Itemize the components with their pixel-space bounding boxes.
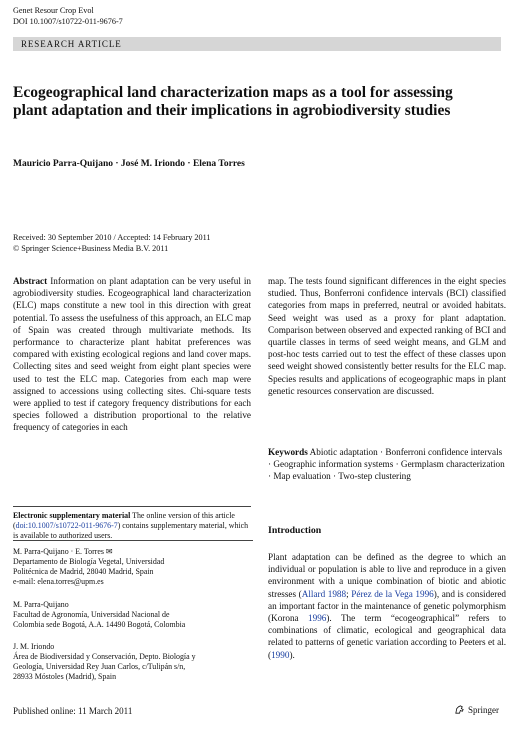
received-accepted: Received: 30 September 2010 / Accepted: 14 February 2011 <box>13 233 211 242</box>
affiliation-3 <box>13 642 253 682</box>
affiliation-line: Departamento de Biología Vegetal, Universidad <box>13 557 165 566</box>
article-title: Ecogeographical land characterization maps as a tool for assessing plant adaptation and their implications in agrobiodiversity studies <box>13 84 453 119</box>
abstract-label: Abstract <box>13 276 48 286</box>
affiliation-1 <box>13 540 253 587</box>
abstract-left-column <box>13 275 251 434</box>
affiliation-email: e-mail: elena.torres@upm.es <box>13 577 104 586</box>
publisher-logo <box>454 704 499 715</box>
springer-horse-icon <box>454 704 465 715</box>
journal-header <box>13 6 123 27</box>
journal-name: Genet Resour Crop Evol <box>13 6 94 15</box>
affiliation-line: Politécnica de Madrid, 28040 Madrid, Spain <box>13 567 154 576</box>
citation-link[interactable]: 1996 <box>308 613 327 624</box>
introduction-paragraph: Plant adaptation can be defined as the degree to which an individual or population is able to live and reproduce in a given environment with a unique combination of biotic and abiotic stresses (Allard 1988; Pérez de la Vega 1996), and is considered an important factor in the maintenance of genetic polymorphism (Korona 1996). The term “ecogeographical” refers to combinations of climatic, ecological and geographical data related to patterns of genetic variation according to Peeters et al. (1990). <box>268 552 507 660</box>
keywords <box>268 446 506 483</box>
publisher-name: Springer <box>468 704 499 715</box>
affiliation-names: J. M. Iriondo <box>13 642 55 651</box>
citation-link[interactable]: Allard 1988 <box>301 588 347 599</box>
article-doi: DOI 10.1007/s10722-011-9676-7 <box>13 16 123 26</box>
introduction-heading: Introduction <box>268 525 322 536</box>
affiliation-2 <box>13 600 253 630</box>
esm-text-a: The online version of this article ( <box>13 511 235 530</box>
author-list: Mauricio Parra-Quijano · José M. Iriondo · Elena Torres <box>13 159 245 169</box>
supplementary-note <box>13 506 251 541</box>
envelope-icon: ✉ <box>105 547 113 556</box>
citation-link[interactable]: 1990 <box>271 649 290 660</box>
esm-doi-link[interactable]: doi:10.1007/s10722-011-9676-7 <box>15 521 118 530</box>
abstract-text-left: Information on plant adaptation can be very useful in agrobiodiversity studies. Ecogeographical land characterization (ELC) maps constitute a new tool in this direction with great potential. To assess the usefulness of this approach, an ELC map of Spain was created through multivariate methods. Its performance to characterize plant habitat preferences was compared with existing ecological regions and land cover maps. Collecting sites and seed weight from eight plant species were used to test the ELC map. Categories from each map were assigned to accessions using collecting sites. Chi-square tests were applied to test if category frequency distributions for each species followed a distribution proportional to the relative frequency of categories in each <box>13 276 252 433</box>
esm-label: Electronic supplementary material <box>13 511 131 520</box>
affiliation-line: Área de Biodiversidad y Conservación, Depto. Biología y <box>13 652 196 661</box>
copyright: © Springer Science+Business Media B.V. 2011 <box>13 243 169 253</box>
citation-link[interactable]: Pérez de la Vega 1996 <box>351 588 434 599</box>
affiliation-line: Geología, Universidad Rey Juan Carlos, c/Tulipán s/n, <box>13 662 186 671</box>
abstract-right-column: map. The tests found significant differences in the eight species studied. Thus, Bonferroni confidence intervals (BCI) classified categories from maps in preferred, neutral or avoided habitats. Seed weight was used as a proxy for plant adaptation. Comparison between observed and expected ranking of BCI and quartile classes in terms of seed weight means, and GLM and post-hoc tests carried out to test the effect of these classes upon seed weight showed consistently better results for the ELC map. Species results and applications of ecogeographic maps in plant genetic resources conservation are discussed. <box>268 276 506 396</box>
keywords-label: Keywords <box>268 447 308 457</box>
affiliation-names: M. Parra-Quijano · E. Torres ✉ <box>13 547 113 556</box>
affiliation-line: Facultad de Agronomía, Universidad Nacional de <box>13 610 170 619</box>
affiliation-line: Colombia sede Bogotá, A.A. 14490 Bogotá, Colombia <box>13 620 186 629</box>
keywords-text: Abiotic adaptation · Bonferroni confidence intervals · Geographic information systems · Germplasm characterization · Map evaluation · Two-step clustering <box>268 447 505 482</box>
affiliation-line: 28933 Móstoles (Madrid), Spain <box>13 672 117 681</box>
article-dates <box>13 233 211 254</box>
article-type-banner: RESEARCH ARTICLE <box>13 37 501 51</box>
affiliation-names: M. Parra-Quijano <box>13 600 69 609</box>
published-date: Published online: 11 March 2011 <box>13 706 133 716</box>
esm-text-b: ) contains supplementary material, which is available to authorized users. <box>13 521 249 540</box>
